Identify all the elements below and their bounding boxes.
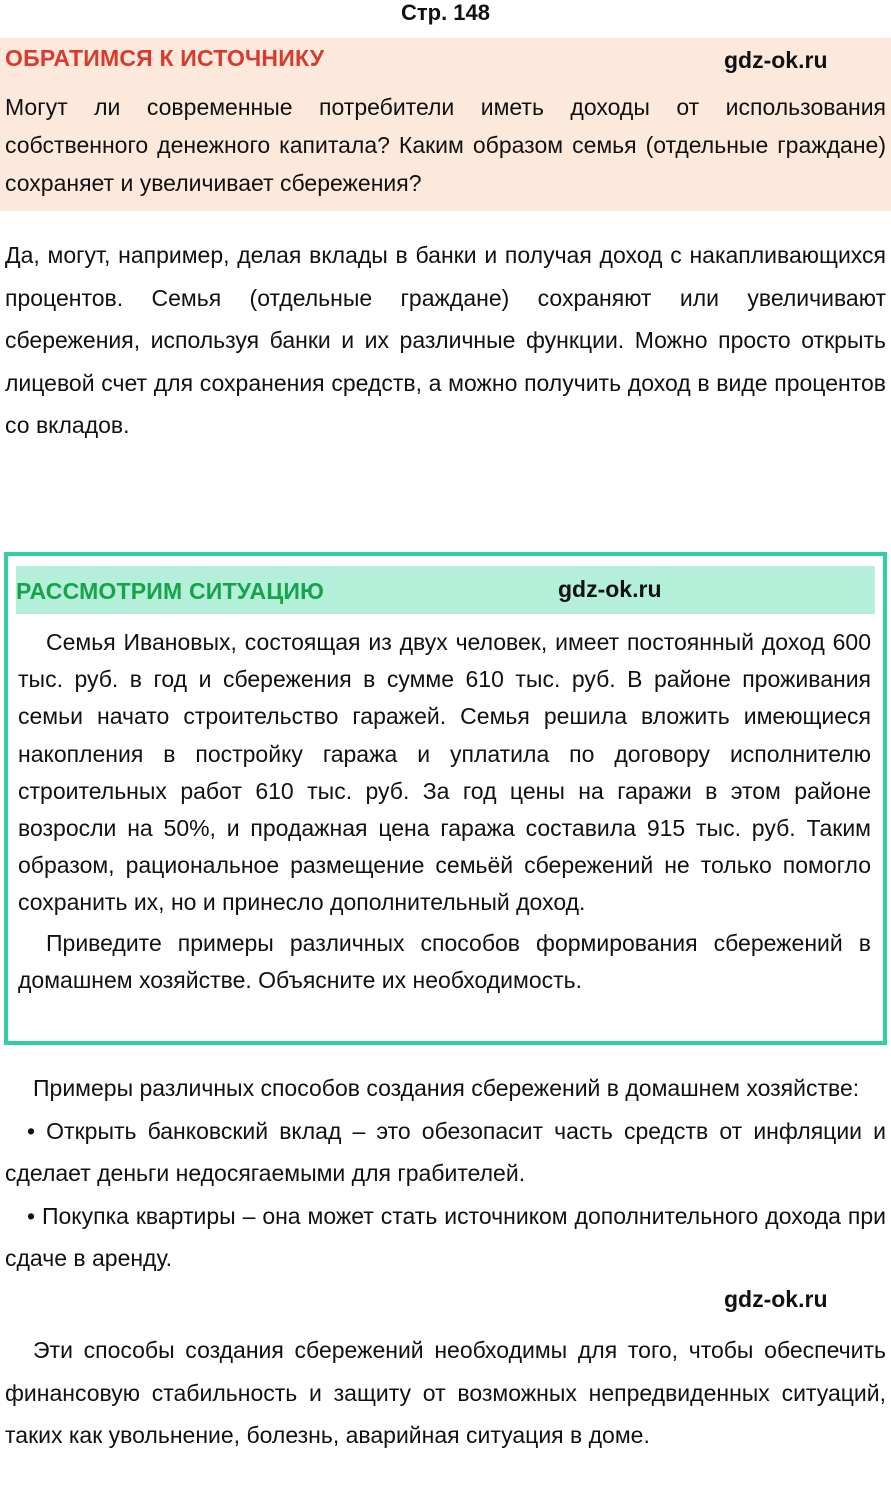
- source-heading: ОБРАТИМСЯ К ИСТОЧНИКУ: [5, 45, 325, 71]
- answer-2: [5, 1067, 886, 1280]
- page-number: Стр. 148: [400, 0, 491, 25]
- source-question: Могут ли современные потребители иметь доходы от использования собственного денежного капитала? Каким образом семья (отдельные граждане) сохраняет и увеличивает сбережения?: [5, 94, 886, 196]
- situation-paragraph: Семья Ивановых, состоящая из двух человек, имеет постоянный доход 600 тыс. руб. в год и сбережения в сумме 610 тыс. руб. В районе проживания семьи начато строительство гаражей. Семья решила вложить имеющиеся накопления в постройку гаража и уплатила по договору исполнителю строительных работ 610 тыс. руб. За год цены на гаражи в этом районе возросли на 50%, и продажная цена гаража составила 915 тыс. руб. Таким образом, рациональное размещение семьёй сбережений не только помогло сохранить их, но и принесло дополнительный доход.: [18, 629, 871, 916]
- situation-section: [4, 552, 887, 1045]
- watermark-top: gdz-ok.ru: [724, 47, 828, 73]
- answer-3: [5, 1329, 886, 1457]
- answer-3-text: Эти способы создания сбережений необходимы для того, чтобы обеспечить финансовую стабильность и защиту от возможных непредвиденных ситуаций, таких как увольнение, болезнь, аварийная ситуация в доме.: [5, 1337, 886, 1449]
- watermark-bottom: gdz-ok.ru: [724, 1286, 828, 1312]
- watermark-middle: gdz-ok.ru: [558, 576, 662, 602]
- answer-2-intro: Примеры различных способов создания сбережений в домашнем хозяйстве:: [33, 1075, 860, 1101]
- situation-task: Приведите примеры различных способов формирования сбережений в домашнем хозяйстве. Объясните их необходимость.: [18, 929, 871, 993]
- source-section: [0, 38, 891, 211]
- answer-2-bullet-2: • Покупка квартиры – она может стать источником дополнительного дохода при сдаче в аренду.: [5, 1202, 886, 1272]
- situation-heading: РАССМОТРИМ СИТУАЦИЮ: [16, 578, 325, 604]
- answer-2-bullet-1: • Открыть банковский вклад – это обезопасит часть средств от инфляции и сделает деньги недосягаемыми для грабителей.: [5, 1117, 886, 1187]
- answer-1-text: Да, могут, например, делая вклады в банки и получая доход с накапливающихся процентов. Семья (отдельные граждане) сохраняют или увеличивают сбережения, используя банки и их различные функции. Можно просто открыть лицевой счет для сохранения средств, а можно получить доход в виде процентов со вкладов.: [5, 242, 886, 439]
- situation-body: [18, 624, 871, 999]
